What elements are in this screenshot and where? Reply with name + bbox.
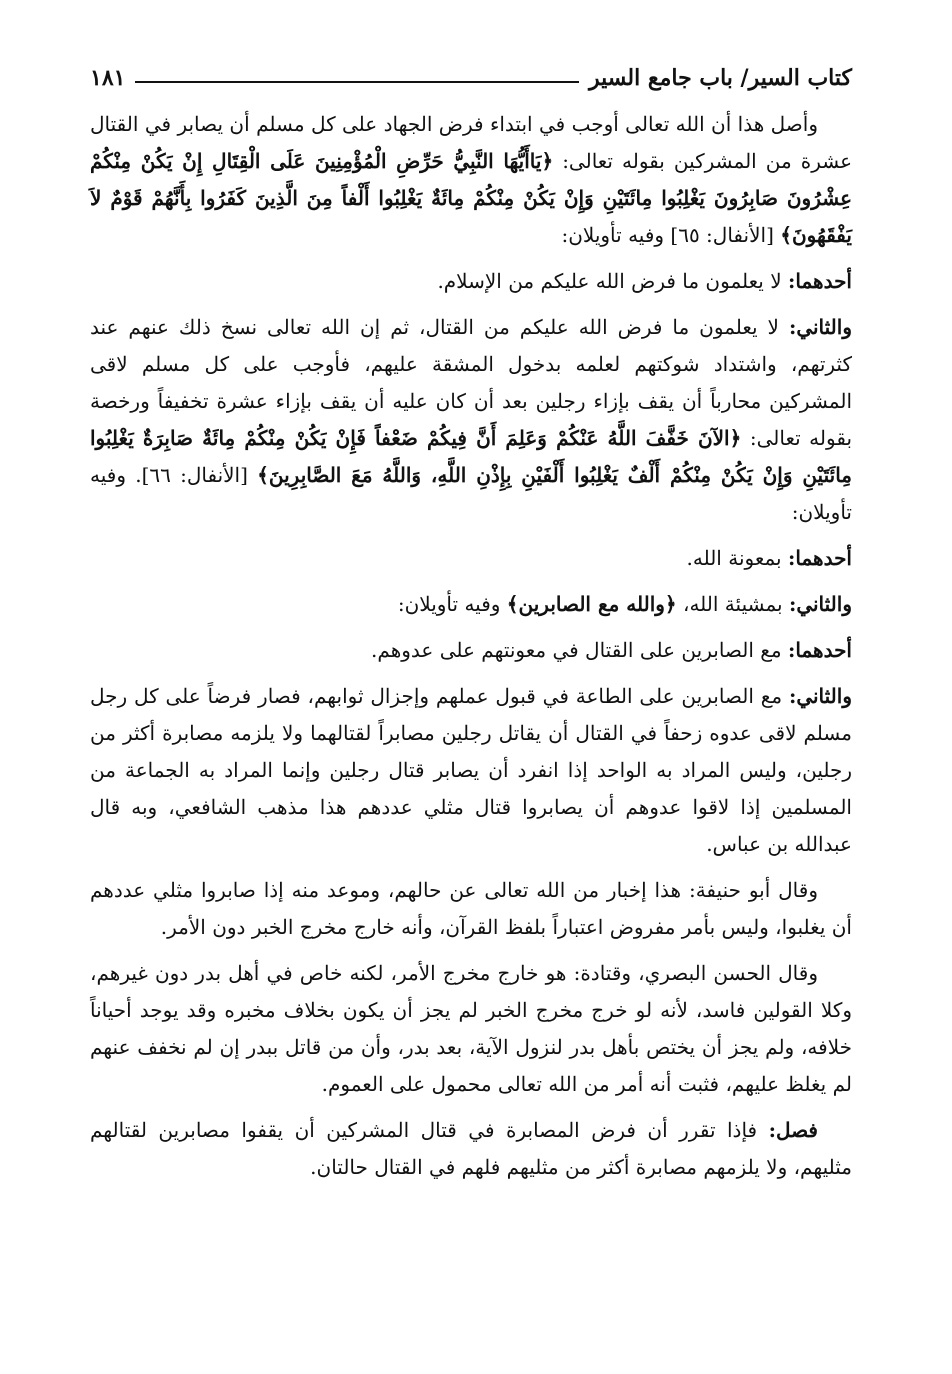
paragraph-6 bbox=[90, 632, 852, 669]
paragraph-1 bbox=[90, 106, 852, 254]
paragraph-4-lead: أحدهما: bbox=[787, 546, 852, 570]
paragraph-10 bbox=[90, 1112, 852, 1186]
paragraph-3 bbox=[90, 309, 852, 531]
quran-phrase: ﴿والله مع الصابرين﴾ bbox=[506, 592, 677, 616]
paragraph-5-lead: والثاني: bbox=[788, 592, 852, 616]
paragraph-3-reference: [الأنفال: ٦٦]. وفيه تأويلان: bbox=[90, 463, 852, 524]
paragraph-7-text: مع الصابرين على الطاعة في قبول عملهم وإجزال ثوابهم، فصار فرضاً على كل رجل مسلم لاقى عدوه زحفاً في القتال أن يقاتل رجلين مصابراً لقتالهما ولا يلزمه مصابرة أكثر من رجلين، وليس المراد به الواحد إذا انفرد أن يصابر قتال رجلين وإنما المراد به الجماعة من المسلمين إذا لاقوا عدوهم أن يصابروا قتال مثلي عددهم هذا مذهب الشافعي، وبه قال عبدالله بن عباس. bbox=[90, 684, 852, 856]
paragraph-9-text: وقال الحسن البصري، وقتادة: هو خارج مخرج الأمر، لكنه خاص في أهل بدر دون غيرهم، وكلا القولين فاسد، لأنه لو خرج مخرج الخبر لم يجز أن يكون بخلاف مخبره وقد يوجد أحياناً خلافه، ولم يجز أن يختص بأهل بدر لنزول الآية، بعد بدر، وأن من قاتل ببدر إن لم نخفف عنهم لم يغلظ عليهم، فثبت أنه أمر من الله تعالى محمول على العموم. bbox=[90, 961, 852, 1096]
paragraph-5-tail: وفيه تأويلان: bbox=[397, 592, 507, 616]
paragraph-1-text: وأصل هذا أن الله تعالى أوجب في ابتداء فرض الجهاد على كل مسلم أن يصابر في القتال عشرة من المشركين بقوله تعالى: bbox=[90, 112, 853, 173]
paragraph-4-text: بمعونة الله. bbox=[686, 546, 788, 570]
paragraph-4 bbox=[90, 540, 852, 577]
quran-verse-anfal-65: ﴿يَاأَيُّهَا النَّبِيُّ حَرِّضِ الْمُؤْمِنِينَ عَلَى الْقِتَالِ إِنْ يَكُنْ مِنْكُمْ عِشْرُونَ صَابِرُونَ يَغْلِبُوا مِائَتَيْنِ وَإِنْ يَكُنْ مِنْكُمْ مِائَةٌ يَغْلِبُوا أَلْفاً مِنَ الَّذِينَ كَفَرُوا بِأَنَّهُمْ قَوْمٌ لاَ يَفْقَهُونَ﴾ bbox=[90, 149, 852, 247]
quran-verse-anfal-66: ﴿الآنَ خَفَّفَ اللَّهُ عَنْكُمْ وَعَلِمَ أَنَّ فِيكُمْ ضَعْفاً فَإِنْ يَكُنْ مِنْكُمْ مِائَةٌ صَابِرَةٌ يَغْلِبُوا مِائَتَيْنِ وَإِنْ يَكُنْ مِنْكُمْ أَلْفٌ يَغْلِبُوا أَلْفَيْنِ بِإِذْنِ اللَّهِ، وَاللَّهُ مَعَ الصَّابِرِينَ﴾ bbox=[90, 426, 852, 487]
page-number: ١٨١ bbox=[90, 65, 126, 91]
paragraph-10-text: فإذا تقرر أن فرض المصابرة في قتال المشركين أن يقفوا مصابرين لقتالهم مثليهم، ولا يلزمهم مصابرة أكثر من مثليهم فلهم في القتال حالتان. bbox=[90, 1118, 852, 1179]
book-page bbox=[90, 58, 852, 1195]
paragraph-6-lead: أحدهما: bbox=[787, 638, 852, 662]
paragraph-10-lead: فصل: bbox=[768, 1118, 818, 1142]
paragraph-8 bbox=[90, 872, 852, 946]
paragraph-3-lead: والثاني: bbox=[788, 315, 852, 339]
paragraph-5 bbox=[90, 586, 852, 623]
paragraph-1-reference: [الأنفال: ٦٥] وفيه تأويلان: bbox=[561, 223, 781, 247]
paragraph-8-text: وقال أبو حنيفة: هذا إخبار من الله تعالى عن حالهم، وموعد منه إذا صابروا مثلي عددهم أن يغلبوا، وليس بأمر مفروض اعتباراً بلفظ القرآن، وأنه خارج مخرج الخبر دون الأمر. bbox=[90, 878, 852, 939]
paragraph-2-text: لا يعلمون ما فرض الله عليكم من الإسلام. bbox=[437, 269, 788, 293]
paragraph-3-text: لا يعلمون ما فرض الله عليكم من القتال، ثم إن الله تعالى نسخ ذلك عنهم عند كثرتهم، واشتداد شوكتهم لعلمه بدخول المشقة عليهم، فأوجب على كل مسلم لاقى المشركين محارباً أن يقف بإزاء رجلين بعد أن كان عليه أن يقف بإزاء عشرة تخفيفاً ورخصة بقوله تعالى: bbox=[90, 315, 853, 450]
paragraph-2 bbox=[90, 263, 852, 300]
header-rule bbox=[135, 81, 579, 83]
paragraph-9 bbox=[90, 955, 852, 1103]
paragraph-6-text: مع الصابرين على القتال في معونتهم على عدوهم. bbox=[371, 638, 788, 662]
paragraph-5-text: بمشيئة الله، bbox=[676, 592, 789, 616]
header-title: كتاب السير/ باب جامع السير bbox=[589, 65, 852, 91]
paragraph-7-lead: والثاني: bbox=[788, 684, 852, 708]
paragraph-7 bbox=[90, 678, 852, 863]
paragraph-2-lead: أحدهما: bbox=[787, 269, 852, 293]
running-header bbox=[90, 58, 852, 98]
